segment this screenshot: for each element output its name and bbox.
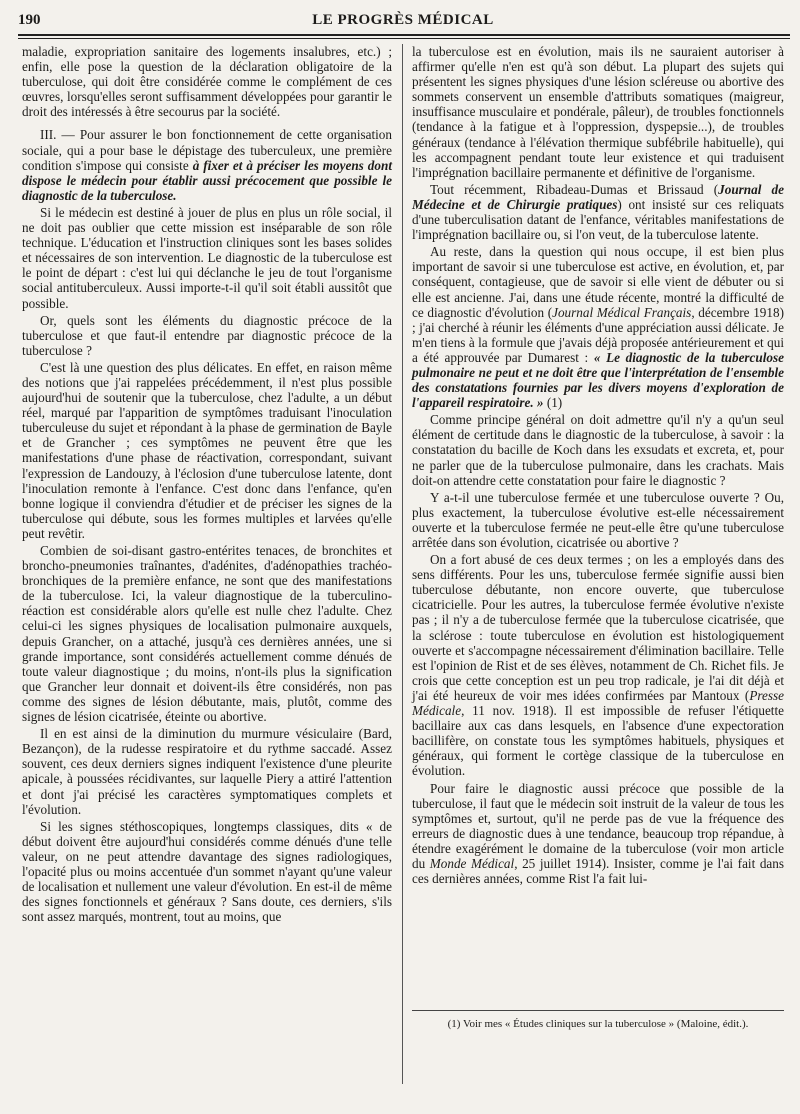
paragraph: Si les signes stéthoscopiques, longtemps classiques, dits « de début doivent être aujourd'hui considérés comme dénués d'une telle valeur, on ne peut attendre davantage des signes radiologiques, l'opacité plus ou moins accentuée d'un sommet n'ayant qu'une valeur de localisation et nullement une valeur d'évolution. En est-il de même des signes fonctionnels et généraux ? Sans doute, ces derniers, s'ils sont assez marqués, montrent, tout au moins, que [22, 818, 392, 925]
footnote-rule [412, 1010, 784, 1011]
column-divider [402, 44, 403, 1084]
paragraph: Combien de soi-disant gastro-entérites tenaces, de bronchites et broncho-pneumonies traînantes, d'adénites, d'adénopathies trachéo-bronchiques de la première enfance, ne sont que des manifestations de la tuberculose. Ici, la valeur diagnostique de la tuberculino-réaction est considérable alors qu'elle est nulle chez l'adulte. Chez celui-ci les signes physiques de localisation pulmonaire auxquels, depuis Grancher, on a attaché, jusqu'à ces dernières années, une si grande importance, sont considérés actuellement comme dénués de toute valeur diagnostique ; du moins, n'ont-ils plus la signification que Grancher leur donnait et doivent-ils être considérés, non pas comme des signes de lésion débutante, mais, plutôt, comme des signes de lésion cicatrisée, éteinte ou abortive. [22, 543, 392, 725]
citation-title: Journal de Médecine et de Chirurgie pratiques [412, 181, 784, 212]
paragraph: C'est là une question des plus délicates. En effet, en raison même des notions que j'ai rappelées précédemment, il n'est plus possible aujourd'hui de soutenir que la tuberculose, chez l'adulte, a un début réel, marqué par l'apparition de symptômes traduisant l'inoculation tuberculeuse du sujet et répondant à la phase de germination de Bayle et de Grancher ; ces symptômes ne peuvent être que les manifestations d'une phase de réactivation, correspondant, suivant l'expression de Landouzy, à l'éclosion d'une tuberculose latente, dont l'inoculation remonte à l'enfance. C'est donc dans l'enfance, qu'en bonne logique il conviendra d'étudier et de préciser les signes de la tuberculose qui débute, sous les formes multiples et larvées qu'elle peut revêtir. [22, 359, 392, 541]
header-rule-thick [18, 34, 790, 36]
paragraph: la tuberculose est en évolution, mais ils ne sauraient autoriser à affirmer qu'elle n'en est qu'à son début. La plupart des sujets qui présentent les signes physiques d'une lésion scléreuse ou abortive des sommets conservent un ensemble d'attributs somatiques (maigreur, insuffisance musculaire et pondérale, pâleur), de troubles fonctionnels (tendance à la fatigue et à l'oppression, dyspepsie...), de troubles généraux (tendance à l'élévation thermique subfébrile habituelle), qui les accompagnent pendant toute leur existence et qui traduisent l'imprégnation bacillaire permanente et définitive de l'organisme. [412, 44, 784, 180]
citation-title: Journal Médical Français [552, 304, 692, 320]
section-three-lead: III. — Pour assurer le bon fonctionnement de cette organisation sociale, qui a pour base le dépistage des tuberculeux, une première condition s'impose qui consiste [22, 127, 392, 173]
paragraph-citation: Pour faire le diagnostic aussi précoce que possible de la tuberculose, il faut que le médecin soit instruit de la valeur de tous les symptômes et, surtout, qu'il ne perde pas de vue la fréquence des erreurs de diagnostic dues à une tendance, beaucoup trop répandue, à étendre exagérément le domaine de la tuberculose (voir mon article du Monde Médical, 25 juillet 1914). Insister, comme je l'ai fait dans ces dernières années, comme Rist l'a fait lui- [412, 780, 785, 887]
citation-title: Presse Médicale [412, 687, 784, 719]
journal-title: LE PROGRÈS MÉDICAL [312, 12, 494, 28]
paragraph: Or, quels sont les éléments du diagnostic précoce de la tuberculose et que faut-il entendre par diagnostic précoce de la tuberculose ? [22, 312, 392, 358]
paragraph-citation: Au reste, dans la question qui nous occupe, il est bien plus important de savoir si une tuberculose est active, en évolution, et, par conséquent, contagieuse, que de savoir si elle vient de débuter ou si elle est ancienne. J'ai, dans une étude récente, montré la difficulté de ce diagnostic d'évolution (Journal Médical Français, décembre 1918) ; j'ai cherché à réunir les éléments d'une appréciation aussi délicate. Je m'en tiens à la formule que j'avais déjà proposée antérieurement et qui a été approuvée par Dumarest : « Le diagnostic de la tuberculose pulmonaire ne peut et ne doit être que l'interprétation de l'ensemble des constatations fournies par les divers moyens d'exploration de l'appareil respiratoire. » (1) [412, 244, 784, 411]
right-column [412, 44, 784, 888]
paragraph-citation: On a fort abusé de ces deux termes ; on les a employés dans des sens différents. Pour les uns, tuberculose fermée signifie aussi bien tuberculose débutante, non encore ouverte, que tuberculose cicatricielle. Pour les autres, la tuberculose fermée évolutive n'existe pas ; il n'y a de tuberculose fermée que la tuberculose cicatrisée, que la sclérose : toute tuberculose en évolution est histologiquement ouverte et s'accompagne nécessairement d'élimination bacillaire. Telle est l'opinion de Rist et de ses élèves, notamment de Ch. Richet fils. Je crois que cette conception est un peu trop radicale, je l'ai dit déjà et j'ai été heureux de voir mes idées confirmées par Mantoux (Presse Médicale, 11 nov. 1918). Il est impossible de refuser l'étiquette bacillaire aux cas dans lesquels, en l'absence d'une expectoration bacillifère, on constate tous les symptômes habituels, physiques et généraux, qui forment le cortège classique de la tuberculose en évolution. [412, 552, 784, 779]
page-header [18, 6, 788, 34]
footnote: (1) Voir mes « Études cliniques sur la tuberculose » (Maloine, édit.). [447, 1018, 749, 1030]
paragraph: maladie, expropriation sanitaire des logements insalubres, etc.) ; enfin, elle pose la question de la déclaration obligatoire de la tuberculose, qui doit être considérée comme le complément de ces œuvres, lorsqu'elles seront suffisamment développées pour garantir le droit des intéressés à être secourus par la société. [22, 44, 392, 120]
section-three-paragraph [22, 127, 392, 202]
paragraph: Si le médecin est destiné à jouer de plus en plus un rôle social, il ne doit pas oublier que cette mission est inséparable de son rôle technique. L'éducation et l'instruction cliniques sont les bases solides et nécessaires de son intervention. Le diagnostic de la tuberculose est le point de départ : c'est lui qui déclanche le jeu de tout l'organisme social antituberculeux. Aussi importe-t-il qu'il soit établi aussitôt que possible. [22, 204, 392, 311]
quoted-formula: « Le diagnostic de la tuberculose pulmonaire ne peut et ne doit être que l'interprétation de l'ensemble des constatations fournies par les divers moyens d'exploration de l'appareil respiratoire. » [412, 349, 784, 411]
paragraph: Il en est ainsi de la diminution du murmure vésiculaire (Bard, Bezançon), de la rudesse respiratoire et du rythme saccadé. Assez souvent, ces deux derniers signes indiquent l'existence d'une pleurite apicale, à poussées récidivantes, sur laquelle Piery a attiré l'attention et dont j'ai précisé les caractères symptomatiques complets et l'évolution. [22, 726, 392, 817]
paragraph-citation: Tout récemment, Ribadeau-Dumas et Brissaud (Journal de Médecine et de Chirurgie pratiques) ont insisté sur ces reliquats d'une tuberculisation datant de l'enfance, véritables manifestations de l'imprégnation bacillaire ou, si l'on veut, de la tuberculose latente. [412, 181, 785, 243]
section-three-emphasis: à fixer et à préciser les moyens dont dispose le médecin pour établir aussi précocement que possible le diagnostic de la tuberculose. [22, 157, 392, 203]
paragraph: Y a-t-il une tuberculose fermée et une tuberculose ouverte ? Ou, plus exactement, la tuberculose évolutive est-elle nécessairement ouverte et la tuberculose fermée ne peut-elle être qu'une tuberculose arrêtée dans son évolution, cicatrisée ou abortive ? [412, 489, 784, 550]
paragraph: Comme principe général on doit admettre qu'il n'y a qu'un seul élément de certitude dans le diagnostic de la tuberculose, à savoir : la constatation du bacille de Koch dans les exsudats et excreta, et, pour ne parler que de la tuberculose pulmonaire, dans les crachats. Mais doit-on attendre cette constatation pour faire le diagnostic ? [412, 412, 784, 488]
citation-title: Monde Médical [429, 855, 515, 871]
footnote-ref: (1) [543, 395, 563, 411]
header-rule-thin [18, 38, 790, 39]
left-column [22, 44, 392, 926]
page-number: 190 [18, 12, 41, 28]
